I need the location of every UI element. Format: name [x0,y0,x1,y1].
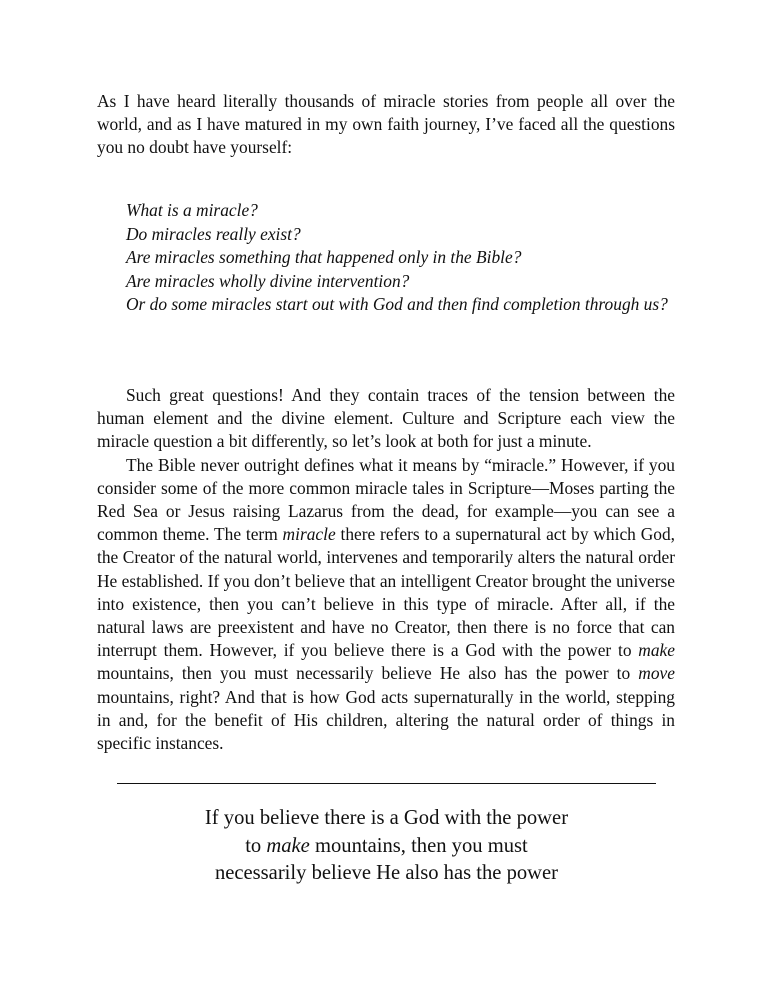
text-span: mountains, then you must [309,834,528,857]
question-item: Or do some miracles start out with God and then find completion through us? [126,294,668,315]
text-span: mountains, right? And that is how God acts supernaturally in the world, stepping in and, for the benefit of His children, altering the natural order of things in specific instances. [97,686,675,754]
text-span: mountains, then you must necessarily believe He also has the power to [97,663,639,684]
emphasis-text: make [266,834,310,857]
text-span: The Bible never outright defines what it means by “miracle.” However, if you consider some of the more common miracle tales in Scripture—Moses parting the Red Sea or Jesus raising Lazarus from the dead, for example—you can see a common theme. The term [97,454,675,545]
text-span: to [245,834,267,857]
body-text [97,384,675,755]
text-span: there refers to a supernatural act by which God, the Creator of the natural world, intervenes and temporarily alters the natural order He established. If you don’t believe that an intelligent Creator brought the universe into existence, then you can’t believe in this type of miracle. After all, if the natural laws are preexistent and have no Creator, then there is no force that can interrupt them. However, if you believe there is a God with the power to [97,524,675,661]
question-item: Are miracles wholly divine intervention? [126,270,410,291]
intro-paragraph: As I have heard literally thousands of miracle stories from people all over the world, and as I have matured in my own faith journey, I’ve faced all the questions you no doubt have yourself: [97,91,675,158]
pull-quote-line-3: necessarily believe He also has the power [214,862,559,884]
pull-quote-line-1: If you believe there is a God with the power [204,807,569,829]
divider-rule [117,783,656,784]
emphasis-text: miracle [282,524,336,545]
body-paragraph-2 [97,454,675,756]
body-paragraph-1: Such great questions! And they contain traces of the tension between the human element and the divine element. Culture and Scripture each view the miracle question a bit differently, so let’s look at both for just a minute. [97,385,675,452]
emphasis-text: move [638,663,675,684]
pull-quote [117,805,656,888]
question-item: Do miracles really exist? [126,223,301,244]
emphasis-text: make [638,640,675,661]
question-item: What is a miracle? [126,200,258,220]
question-list [126,199,675,317]
question-item: Are miracles something that happened only in the Bible? [126,247,522,268]
